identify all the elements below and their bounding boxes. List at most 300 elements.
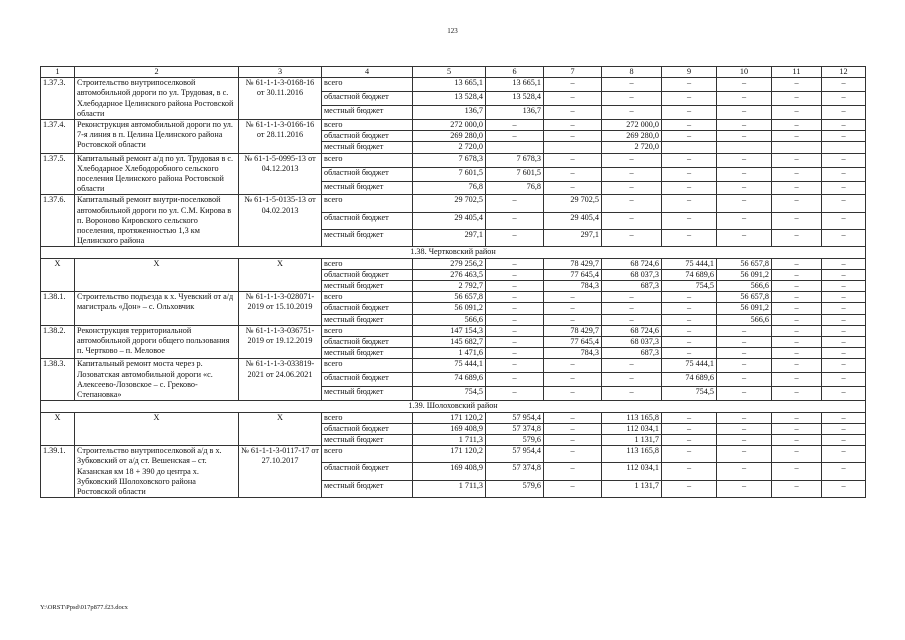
amount-cell: –: [602, 167, 662, 181]
amount-cell: –: [486, 337, 544, 348]
amount-cell: –: [602, 230, 662, 247]
amount-cell: –: [717, 212, 772, 229]
table-row: [41, 153, 866, 167]
amount-cell: 136,7: [413, 106, 486, 120]
amount-cell: –: [602, 106, 662, 120]
amount-cell: –: [544, 292, 602, 303]
table-row: [41, 325, 866, 336]
amount-cell: –: [822, 195, 866, 212]
amount-cell: 784,3: [544, 281, 602, 292]
amount-cell: –: [544, 303, 602, 314]
amount-cell: –: [662, 314, 717, 325]
amount-cell: –: [717, 480, 772, 497]
project-code: 1.37.5.: [41, 153, 75, 195]
project-code: 1.39.1.: [41, 446, 75, 498]
table-row: [41, 292, 866, 303]
amount-cell: –: [486, 131, 544, 142]
amount-cell: 566,6: [413, 314, 486, 325]
amount-cell: –: [662, 463, 717, 480]
amount-cell: 29 702,5: [544, 195, 602, 212]
amount-cell: –: [717, 446, 772, 463]
funding-source: областной бюджет: [322, 463, 413, 480]
amount-cell: 171 120,2: [413, 412, 486, 423]
amount-cell: –: [602, 92, 662, 106]
column-number: 10: [717, 67, 772, 78]
amount-cell: –: [662, 412, 717, 423]
amount-cell: 579,6: [486, 434, 544, 445]
funding-source: областной бюджет: [322, 167, 413, 181]
amount-cell: –: [486, 387, 544, 401]
amount-cell: 77 645,4: [544, 337, 602, 348]
amount-cell: –: [662, 195, 717, 212]
funding-source: местный бюджет: [322, 480, 413, 497]
amount-cell: –: [772, 131, 822, 142]
amount-cell: –: [772, 167, 822, 181]
amount-cell: –: [822, 446, 866, 463]
amount-cell: –: [822, 131, 866, 142]
amount-cell: 2 720,0: [413, 142, 486, 153]
section-row: [41, 401, 866, 412]
project-code: 1.38.1.: [41, 292, 75, 326]
amount-cell: –: [822, 78, 866, 92]
amount-cell: –: [822, 269, 866, 280]
funding-source: всего: [322, 359, 413, 373]
amount-cell: –: [822, 120, 866, 131]
amount-cell: –: [822, 314, 866, 325]
amount-cell: –: [822, 167, 866, 181]
funding-source: всего: [322, 78, 413, 92]
funding-source: всего: [322, 258, 413, 269]
amount-cell: –: [772, 78, 822, 92]
amount-cell: 56 091,2: [717, 269, 772, 280]
amount-cell: –: [772, 337, 822, 348]
project-name: Реконструкция автомобильной дороги по ул. 7-я линия в п. Целина Целинского района Ростовской области: [75, 120, 239, 154]
amount-cell: 56 091,2: [413, 303, 486, 314]
funding-source: областной бюджет: [322, 212, 413, 229]
amount-cell: –: [717, 348, 772, 359]
amount-cell: –: [662, 120, 717, 131]
amount-cell: –: [822, 106, 866, 120]
amount-cell: –: [602, 212, 662, 229]
amount-cell: –: [772, 153, 822, 167]
column-number: 2: [75, 67, 239, 78]
funding-source: всего: [322, 292, 413, 303]
amount-cell: –: [544, 480, 602, 497]
amount-cell: 566,6: [717, 314, 772, 325]
amount-cell: –: [486, 348, 544, 359]
funding-source: местный бюджет: [322, 314, 413, 325]
project-code: 1.37.4.: [41, 120, 75, 154]
amount-cell: –: [717, 412, 772, 423]
amount-cell: –: [822, 387, 866, 401]
amount-cell: –: [602, 195, 662, 212]
amount-cell: 754,5: [662, 387, 717, 401]
table-row: [41, 258, 866, 269]
amount-cell: 279 256,2: [413, 258, 486, 269]
project-name: Х: [75, 412, 239, 446]
amount-cell: –: [544, 167, 602, 181]
amount-cell: –: [822, 412, 866, 423]
amount-cell: –: [772, 480, 822, 497]
amount-cell: –: [602, 181, 662, 195]
expertise-document: № 61-1-1-3-0168-16 от 30.11.2016: [239, 78, 322, 120]
amount-cell: 1 131,7: [602, 480, 662, 497]
amount-cell: –: [717, 195, 772, 212]
amount-cell: –: [662, 92, 717, 106]
amount-cell: 784,3: [544, 348, 602, 359]
funding-source: местный бюджет: [322, 106, 413, 120]
amount-cell: –: [486, 292, 544, 303]
funding-source: местный бюджет: [322, 142, 413, 153]
amount-cell: –: [662, 434, 717, 445]
amount-cell: 754,5: [662, 281, 717, 292]
amount-cell: –: [822, 373, 866, 387]
funding-source: всего: [322, 195, 413, 212]
expertise-document: № 61-1-5-0135-13 от 04.02.2013: [239, 195, 322, 247]
column-number: 4: [322, 67, 413, 78]
expertise-document: № 61-1-5-0995-13 от 04.12.2013: [239, 153, 322, 195]
amount-cell: –: [662, 446, 717, 463]
amount-cell: –: [772, 106, 822, 120]
amount-cell: –: [662, 348, 717, 359]
column-number: 3: [239, 67, 322, 78]
amount-cell: –: [772, 325, 822, 336]
table-row: [41, 359, 866, 373]
amount-cell: 68 037,3: [602, 337, 662, 348]
amount-cell: 68 724,6: [602, 325, 662, 336]
amount-cell: –: [486, 258, 544, 269]
amount-cell: –: [602, 314, 662, 325]
amount-cell: –: [486, 269, 544, 280]
amount-cell: –: [822, 212, 866, 229]
amount-cell: –: [772, 359, 822, 373]
amount-cell: –: [772, 92, 822, 106]
project-name: Реконструкция территориальной автомобильной дороги общего пользования п. Чертково – п. Меловое: [75, 325, 239, 359]
amount-cell: –: [822, 325, 866, 336]
amount-cell: –: [822, 181, 866, 195]
amount-cell: –: [602, 303, 662, 314]
amount-cell: 75 444,1: [662, 258, 717, 269]
amount-cell: –: [717, 131, 772, 142]
amount-cell: –: [717, 373, 772, 387]
amount-cell: 7 678,3: [413, 153, 486, 167]
funding-source: всего: [322, 120, 413, 131]
amount-cell: 269 280,0: [413, 131, 486, 142]
column-number: 12: [822, 67, 866, 78]
amount-cell: –: [662, 337, 717, 348]
amount-cell: –: [772, 412, 822, 423]
amount-cell: –: [486, 373, 544, 387]
amount-cell: –: [602, 359, 662, 373]
amount-cell: –: [662, 480, 717, 497]
footer-file-path: Y:\ORST\Ppsd\017p877.f23.docx: [40, 604, 128, 611]
amount-cell: –: [772, 303, 822, 314]
amount-cell: 56 091,2: [717, 303, 772, 314]
column-number-row: [41, 67, 866, 78]
section-row: [41, 247, 866, 258]
expertise-document: № 61-1-1-3-028071-2019 от 15.10.2019: [239, 292, 322, 326]
amount-cell: 75 444,1: [662, 359, 717, 373]
funding-source: всего: [322, 153, 413, 167]
amount-cell: 13 665,1: [413, 78, 486, 92]
amount-cell: –: [662, 303, 717, 314]
amount-cell: 112 034,1: [602, 463, 662, 480]
funding-source: местный бюджет: [322, 230, 413, 247]
table-row: [41, 446, 866, 463]
column-number: 6: [486, 67, 544, 78]
column-number: 9: [662, 67, 717, 78]
project-name: Капитальный ремонт внутри-поселковой автомобильной дороги по ул. С.М. Кирова в п. Вороново Кировского сельского поселения, протяженностью 1,3 км Целинского района: [75, 195, 239, 247]
amount-cell: –: [822, 337, 866, 348]
amount-cell: –: [822, 463, 866, 480]
project-code: 1.37.3.: [41, 78, 75, 120]
amount-cell: 74 689,6: [413, 373, 486, 387]
amount-cell: –: [544, 412, 602, 423]
amount-cell: –: [772, 434, 822, 445]
funding-source: местный бюджет: [322, 281, 413, 292]
amount-cell: –: [486, 212, 544, 229]
amount-cell: –: [822, 230, 866, 247]
project-code: 1.38.2.: [41, 325, 75, 359]
expertise-document: № 61-1-1-3-033819-2021 от 24.06.2021: [239, 359, 322, 401]
amount-cell: –: [822, 153, 866, 167]
amount-cell: –: [544, 423, 602, 434]
amount-cell: –: [717, 337, 772, 348]
amount-cell: 136,7: [486, 106, 544, 120]
amount-cell: 566,6: [717, 281, 772, 292]
amount-cell: –: [544, 446, 602, 463]
amount-cell: 1 471,6: [413, 348, 486, 359]
amount-cell: –: [822, 480, 866, 497]
amount-cell: –: [544, 92, 602, 106]
amount-cell: –: [662, 212, 717, 229]
amount-cell: 57 954,4: [486, 412, 544, 423]
amount-cell: –: [662, 167, 717, 181]
amount-cell: 147 154,3: [413, 325, 486, 336]
amount-cell: [544, 142, 602, 153]
amount-cell: –: [486, 120, 544, 131]
amount-cell: 113 165,8: [602, 446, 662, 463]
amount-cell: –: [544, 131, 602, 142]
amount-cell: –: [602, 78, 662, 92]
amount-cell: –: [772, 292, 822, 303]
amount-cell: –: [662, 292, 717, 303]
funding-source: областной бюджет: [322, 131, 413, 142]
amount-cell: 57 954,4: [486, 446, 544, 463]
section-title: 1.39. Шолоховский район: [41, 401, 866, 412]
funding-source: всего: [322, 412, 413, 423]
amount-cell: –: [772, 281, 822, 292]
amount-cell: –: [662, 78, 717, 92]
amount-cell: 78 429,7: [544, 258, 602, 269]
amount-cell: 7 601,5: [413, 167, 486, 181]
amount-cell: –: [602, 153, 662, 167]
amount-cell: –: [486, 325, 544, 336]
amount-cell: 754,5: [413, 387, 486, 401]
amount-cell: 77 645,4: [544, 269, 602, 280]
amount-cell: –: [717, 106, 772, 120]
amount-cell: –: [772, 269, 822, 280]
amount-cell: 76,8: [413, 181, 486, 195]
amount-cell: 276 463,5: [413, 269, 486, 280]
amount-cell: 1 711,3: [413, 434, 486, 445]
funding-source: областной бюджет: [322, 92, 413, 106]
amount-cell: 56 657,8: [717, 258, 772, 269]
project-name: Капитальный ремонт моста через р. Лозоватская автомобильной дороги «с. Алексеево-Лозовское – с. Греково-Степановка»: [75, 359, 239, 401]
amount-cell: –: [544, 373, 602, 387]
amount-cell: –: [717, 230, 772, 247]
amount-cell: 169 408,9: [413, 423, 486, 434]
amount-cell: –: [486, 314, 544, 325]
amount-cell: [822, 142, 866, 153]
amount-cell: 57 374,8: [486, 463, 544, 480]
amount-cell: –: [717, 387, 772, 401]
amount-cell: 75 444,1: [413, 359, 486, 373]
funding-source: местный бюджет: [322, 181, 413, 195]
amount-cell: 29 405,4: [413, 212, 486, 229]
amount-cell: 29 702,5: [413, 195, 486, 212]
amount-cell: 272 000,0: [602, 120, 662, 131]
project-name: Капитальный ремонт а/д по ул. Трудовая в с. Хлебодарное Хлебодоробного сельского поселения Целинского района Ростовской области: [75, 153, 239, 195]
expertise-document: Х: [239, 258, 322, 292]
amount-cell: –: [822, 359, 866, 373]
amount-cell: –: [662, 423, 717, 434]
amount-cell: –: [486, 195, 544, 212]
amount-cell: 2 720,0: [602, 142, 662, 153]
amount-cell: –: [822, 303, 866, 314]
amount-cell: 74 689,6: [662, 373, 717, 387]
amount-cell: –: [772, 463, 822, 480]
amount-cell: –: [662, 106, 717, 120]
funding-source: местный бюджет: [322, 434, 413, 445]
amount-cell: –: [822, 423, 866, 434]
amount-cell: 1 711,3: [413, 480, 486, 497]
amount-cell: 2 792,7: [413, 281, 486, 292]
amount-cell: –: [544, 359, 602, 373]
amount-cell: 145 682,7: [413, 337, 486, 348]
amount-cell: –: [717, 78, 772, 92]
section-title: 1.38. Чертковский район: [41, 247, 866, 258]
amount-cell: 76,8: [486, 181, 544, 195]
amount-cell: –: [772, 314, 822, 325]
amount-cell: 74 689,6: [662, 269, 717, 280]
amount-cell: –: [544, 434, 602, 445]
amount-cell: –: [662, 153, 717, 167]
amount-cell: –: [717, 423, 772, 434]
amount-cell: –: [772, 181, 822, 195]
amount-cell: –: [717, 434, 772, 445]
amount-cell: –: [662, 131, 717, 142]
amount-cell: –: [717, 120, 772, 131]
amount-cell: –: [486, 281, 544, 292]
amount-cell: –: [772, 373, 822, 387]
amount-cell: –: [717, 153, 772, 167]
funding-source: областной бюджет: [322, 269, 413, 280]
amount-cell: –: [544, 78, 602, 92]
amount-cell: 29 405,4: [544, 212, 602, 229]
amount-cell: 56 657,8: [717, 292, 772, 303]
table-row: [41, 412, 866, 423]
amount-cell: 687,3: [602, 281, 662, 292]
expertise-document: № 61-1-1-3-0117-17 от 27.10.2017: [239, 446, 322, 498]
project-code: 1.37.6.: [41, 195, 75, 247]
amount-cell: –: [772, 120, 822, 131]
amount-cell: –: [717, 463, 772, 480]
expertise-document: № 61-1-1-3-036751-2019 от 19.12.2019: [239, 325, 322, 359]
amount-cell: –: [544, 106, 602, 120]
column-number: 1: [41, 67, 75, 78]
column-number: 5: [413, 67, 486, 78]
amount-cell: –: [822, 348, 866, 359]
amount-cell: –: [662, 325, 717, 336]
amount-cell: [486, 142, 544, 153]
table-row: [41, 120, 866, 131]
amount-cell: 272 000,0: [413, 120, 486, 131]
amount-cell: [772, 142, 822, 153]
amount-cell: 13 528,4: [486, 92, 544, 106]
project-code: Х: [41, 258, 75, 292]
amount-cell: –: [544, 181, 602, 195]
amount-cell: –: [486, 230, 544, 247]
amount-cell: –: [486, 359, 544, 373]
column-number: 7: [544, 67, 602, 78]
amount-cell: 171 120,2: [413, 446, 486, 463]
expertise-document: Х: [239, 412, 322, 446]
amount-cell: –: [772, 258, 822, 269]
column-number: 11: [772, 67, 822, 78]
amount-cell: –: [544, 387, 602, 401]
amount-cell: 169 408,9: [413, 463, 486, 480]
amount-cell: –: [717, 359, 772, 373]
amount-cell: –: [602, 387, 662, 401]
amount-cell: –: [772, 446, 822, 463]
project-code: Х: [41, 412, 75, 446]
amount-cell: 297,1: [544, 230, 602, 247]
financing-table: [40, 66, 866, 498]
amount-cell: 78 429,7: [544, 325, 602, 336]
amount-cell: –: [822, 92, 866, 106]
project-code: 1.38.3.: [41, 359, 75, 401]
amount-cell: –: [544, 463, 602, 480]
amount-cell: –: [772, 230, 822, 247]
amount-cell: 1 131,7: [602, 434, 662, 445]
amount-cell: –: [717, 167, 772, 181]
amount-cell: –: [602, 373, 662, 387]
funding-source: областной бюджет: [322, 373, 413, 387]
amount-cell: –: [717, 181, 772, 195]
project-name: Х: [75, 258, 239, 292]
amount-cell: –: [602, 292, 662, 303]
amount-cell: –: [662, 181, 717, 195]
amount-cell: –: [544, 153, 602, 167]
funding-source: всего: [322, 325, 413, 336]
amount-cell: 297,1: [413, 230, 486, 247]
amount-cell: 68 724,6: [602, 258, 662, 269]
amount-cell: –: [772, 387, 822, 401]
amount-cell: –: [544, 314, 602, 325]
amount-cell: 687,3: [602, 348, 662, 359]
project-name: Строительство внутрипоселковой а/д в х. Зубковский от а/д ст. Вешенская – ст. Казанская км 18 + 390 до центра х. Зубковский Шолоховского района Ростовской области: [75, 446, 239, 498]
project-name: Строительство подъезда к х. Чуевский от а/д магистраль «Дон» – с. Ольховчик: [75, 292, 239, 326]
funding-source: областной бюджет: [322, 303, 413, 314]
amount-cell: 56 657,8: [413, 292, 486, 303]
column-number: 8: [602, 67, 662, 78]
funding-source: местный бюджет: [322, 348, 413, 359]
funding-source: всего: [322, 446, 413, 463]
amount-cell: –: [772, 195, 822, 212]
amount-cell: 13 665,1: [486, 78, 544, 92]
table-row: [41, 78, 866, 92]
